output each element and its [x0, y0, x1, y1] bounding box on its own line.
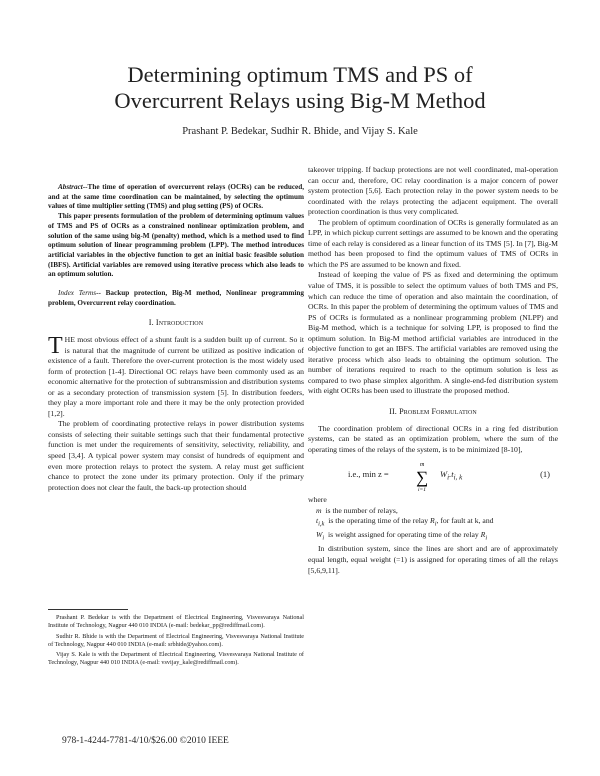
sum-upper-limit: m: [420, 462, 425, 469]
equation-rhs: $W_i.t_{i, k}$: [440, 469, 463, 482]
left-column: [48, 183, 304, 493]
section-1-heading: I. Introduction: [148, 318, 204, 328]
abstract-label: Abstract: [58, 183, 83, 191]
definition-m: m is the number of relays,: [316, 505, 398, 515]
footnotes: [48, 614, 304, 670]
authors: Prashant P. Bedekar, Sudhir R. Bhide, and Vijay S. Kale: [182, 126, 418, 137]
title-line-1: Determining optimum TMS and PS of: [127, 62, 473, 87]
formulation-paragraph-1: The coordination problem of directional OCRs in a ring fed distribution systems, can be stated as an optimization problem, where the sum of the operating times of the relays of the system, is to be minimized [8-10],: [308, 423, 558, 454]
equation-1: [308, 461, 558, 494]
intro-paragraph-1: [48, 332, 304, 419]
definition-t-text: is the operating time of the relay: [328, 516, 429, 526]
abstract-paragraph-2: This paper presents formulation of the problem of determining optimum values of TMS and PS of OCRs as a constrained nonlinear optimization problem, and solution of the same using big-M (penalty) method, which is a method used to find optimum solution of linear programming problem (LPP). The method introduces artificial variables in the objective function to get an initial basic feasible solution (IBFS). Artificial variables are removed using iterative process which also leads to an optimum solution.: [48, 212, 304, 279]
where-label: where: [308, 495, 327, 505]
equation-number: (1): [540, 469, 550, 480]
section-2-heading: II. Problem Formulation: [389, 407, 477, 417]
definition-t-tail: , for fault at k, and: [436, 516, 494, 526]
dropcap: T: [48, 332, 63, 359]
right-paragraph-1: takeover tripping. If backup protections are not well coordinated, mal-operation can occur and, therefore, OC relay coordination is a major concern of power system protection [5,6]. Each protection relay in the power system needs to be coordinated with the relays protecting the adjacent equipment. The overall protection coordination is thus very complicated.: [308, 165, 558, 217]
footnote-divider: [48, 609, 128, 610]
footnote-1: Prashant P. Bedekar is with the Department of Electrical Engineering, Visvesvaraya National Institute of Technology, Nagpur 440 010 INDIA (e-mail: bedekar_pp@rediffmail.com).: [48, 614, 304, 630]
definition-w: $W_i$ is weight assigned for operating time of the relay $R_i$: [316, 530, 488, 542]
definition-m-text: is the number of relays,: [325, 505, 398, 515]
right-column: [308, 165, 558, 576]
abstract-paragraph-1: [48, 183, 304, 212]
footnote-2: Sudhir R. Bhide is with the Department of Electrical Engineering, Visvesvaraya National Institute of Technology, Nagpur 440 010 INDIA (e-mail: srbhide@yahoo.com).: [48, 632, 304, 648]
formulation-paragraph-2: In distribution system, since the lines are short and are of approximately equal length, equal weight (=1) is assigned for operating times of all the relays [5,6,9,11].: [308, 544, 558, 575]
index-terms: [48, 289, 304, 308]
intro-paragraph-2: The problem of coordinating protective relays in power distribution systems consists of selecting their suitable settings such that their fundamental protective function is met under the requirements of sensitivity, selectivity, reliability, and speed [3,4]. A typical power system may consist of hundreds of equipment and even more protection relays to protect the system. A relay must get sufficient chance to protect the zone under its primary protection. Only if the primary protection does not clear the fault, the back-up protection should: [48, 419, 304, 492]
sigma-glyph: ∑: [416, 468, 429, 488]
definition-t: $t_{i,k}$ is the operating time of the relay $R_i$, for fault at k, and: [316, 516, 494, 528]
equation-lhs: i.e., min z =: [348, 469, 389, 480]
right-paragraph-3: Instead of keeping the value of PS as fixed and determining the optimum value of TMS, it is possible to select the optimum values of both TMS and PS, which can reduce the time of operation and also maintain the coordination, of OCRs. In this paper the problem of determining the optimum values of TMS and PS of OCRs is formulated as a nonlinear programming problem (NLPP) and Big-M method, which is a technique for solving LPP, is proposed to find the optimum solution. In Big-M method artificial variables are introduced in the objective function to get an IBFS. The artificial variables are removed using the iterative process which also leads to obtaining the optimum solution. The number of iterations required to reach to the optimum solution is less as compared to two phase simplex algorithm. A single-end-fed distribution system with eight OCRs has been used to illustrate the proposed method.: [308, 270, 558, 396]
title-line-2: Overcurrent Relays using Big-M Method: [114, 88, 486, 113]
right-paragraph-2: The problem of optimum coordination of OCRs is generally formulated as an LPP, in which pickup current settings are assumed to be known and the operating time of each relay is considered as a linear function of its TMS [5]. In [7], Big-M method has been proposed to find the optimum values of TMS of OCRs in which the PS are assumed to be known and fixed.: [308, 217, 558, 269]
weight-symbol: W: [440, 469, 448, 480]
intro-text-1: HE most obvious effect of a shunt fault is a sudden built up of current. So it is natural that the magnitude of current be utilized as positive indication of existence of a fault. Therefore the over-current protection is the most widely used form of protection [1-4]. Directional OC relays have been commonly used as an economic alternative for the protection of subtransmission and distribution systems or as a secondary protection of transmission system [5]. In distribution feeders, they play a more important role and there it may be the only protection provided [1,2].: [48, 334, 304, 418]
paper-title: [0, 62, 600, 114]
footnote-3: Vijay S. Kale is with the Department of Electrical Engineering, Visvesvaraya National Institute of Technology, Nagpur 440 010 INDIA (e-mail: vsvijay_kale@rediffmail.com).: [48, 651, 304, 667]
index-terms-text: -- Backup protection, Big-M method, Nonlinear programming problem, Overcurrent relay coordination.: [48, 289, 304, 307]
definition-w-text: is weight assigned for operating time of the relay: [328, 530, 479, 540]
abstract-text-1: --The time of operation of overcurrent relays (OCRs) can be reduced, and at the same time coordination can be maintained, by selecting the optimum values of time multiplier setting (TMS) and plug setting (PS) of OCRs.: [48, 183, 304, 211]
copyright-notice: 978-1-4244-7781-4/10/$26.00 ©2010 IEEE: [62, 736, 229, 746]
sum-lower-limit: i=1: [418, 487, 426, 494]
index-terms-label: Index Terms: [58, 289, 97, 298]
